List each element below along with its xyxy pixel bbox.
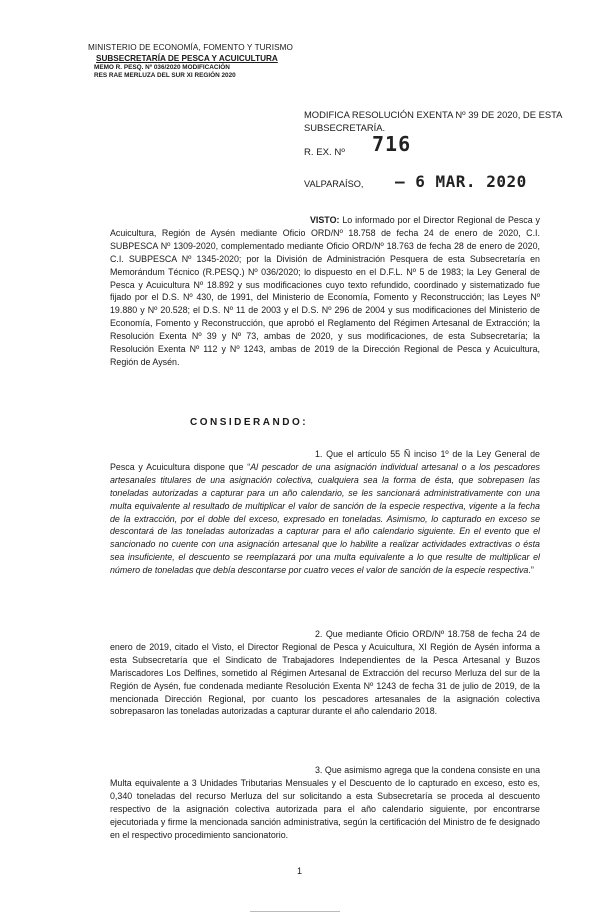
resolution-reference: RES RAE MERLUZA DEL SUR XI REGIÓN 2020 [94,72,236,79]
resolution-title: MODIFICA RESOLUCIÓN EXENTA Nº 39 DE 2020, DE ESTA SUBSECRETARÍA. [304,109,562,133]
considerando-heading: CONSIDERANDO: [190,417,309,428]
considerando-paragraph-2: 2. Que mediante Oficio ORD/Nº 18.758 de fecha 24 de enero de 2019, citado el Visto, el Director Regional de Pesca y Acuicultura, XI Región de Aysén informa a esta Subsecretaría que el Sindicato de Trabajadores Independientes de la Pesca Artesanal y Buzos Mariscadores Los Delfines, sometido al Régimen Artesanal de Extracción del recurso Merluza del sur de la Región de Aysén, fue condenada mediante Resolución Exenta Nº 1243 de fecha 31 de julio de 2019, de la mencionada Dirección Regional, por cuanto los pescadores artesanales de la asignación colectiva sobrepasaron las toneladas autorizadas a capturar durante el año calendario 2018. [110,629,540,717]
place-label: VALPARAÍSO, [304,179,364,189]
visto-label: VISTO: [310,215,340,225]
p1-lead: 1. Que el artículo 55 Ñ inciso 1º de la Ley General de Pesca y Acuicultura dispone que “ [110,449,540,472]
ministry-name: MINISTERIO DE ECONOMÍA, FOMENTO Y TURISMO [88,43,294,52]
letterhead [88,42,318,80]
rex-label: R. EX. Nº [304,147,345,158]
page-number: 1 [297,866,303,876]
visto-text: Lo informado por el Director Regional de Pesca y Acuicultura, Región de Aysén mediante Oficio ORD/Nº 18.758 de fecha 24 de enero de 2020, C.I. SUBPESCA Nº 1309-2020, complementado mediante Oficio ORD/Nº 18.763 de fecha 28 de enero de 2020, C.I. SUBPESCA Nº 1345-2020; por la División de Administración Pesquera de esta Subsecretaría en Memorándum Técnico (R.PESQ.) Nº 036/2020; lo dispuesto en el D.F.L. Nº 5 de 1983; la Ley General de Pesca y Acuicultura Nº 18.892 y sus modificaciones cuyo texto refundido, coordinado y sistematizado fue fijado por el D.S. Nº 430, de 1991, del Ministerio de Economía, Fomento y Reconstrucción; las Leyes Nº 19.880 y Nº 20.528; el D.S. Nº 11 de 2003 y el D.S. Nº 296 de 2004 y sus modificaciones del Ministerio de Economía, Fomento y Reconstrucción, que aprobó el Reglamento del Régimen Artesanal de Extracción; la Resolución Exenta Nº 39 y Nº 73, ambas de 2020, y sus modificaciones, de esta Subsecretaría; la Resolución Exenta Nº 112 y Nº 1243, ambas de 2019 de la Dirección Regional de Pesca y Acuicultura, Región de Aysén. [110,215,540,367]
memo-reference: MEMO R. PESQ. Nº 036/2020 MODIFICACIÓN [94,64,230,71]
considerando-paragraph-3: 3. Que asimismo agrega que la condena consiste en una Multa equivalente a 3 Unidades Tributarias Mensuales y el Descuento de lo capturado en exceso, esto es, 0,340 toneladas del recurso Merluza del sur solicitando a esta Subsecretaría se proceda al descuento respectivo de la asignación colectiva autorizada para el año calendario siguiente, por encontrarse ejecutoriada y firme la mencionada sanción administrativa, según la certificación del Ministro de fe designado en el respectivo procedimiento sancionatorio. [110,765,540,840]
footer-rule [250,911,340,912]
p1-quote: Al pescador de una asignación individual artesanal o a los pescadores artesanales titulares de una asignación colectiva, cualquiera sea la forma de ésta, que sobrepasen las toneladas autorizadas a capturar para un año calendario, se les sancionará administrativamente con una multa equivalente al resultado de multiplicar el valor de sanción de la especie respectiva, vigente a la fecha de la extracción, por el doble del exceso, expresado en toneladas. Asimismo, lo capturado en exceso se descontará de las toneladas autorizadas a capturar para el año calendario siguiente. En el evento que el sancionado no cuente con una asignación artesanal que lo habilite a realizar actividades extractivas o ésta sea insuficiente, el descuento se reemplazará por una multa equivalente a lo que resulte de multiplicar el número de toneladas que debía descontarse por cuatro veces el valor de sanción de la especie respectiva [110,461,540,576]
visto-paragraph [110,214,540,369]
p1-tail: .” [528,565,534,576]
considerando-paragraph-1 [110,448,540,577]
subsecretaria-name: SUBSECRETARÍA DE PESCA Y ACUICULTURA [96,54,278,63]
date-stamp: – 6 MAR. 2020 [395,172,527,191]
rex-number-stamp: 716 [372,132,412,156]
